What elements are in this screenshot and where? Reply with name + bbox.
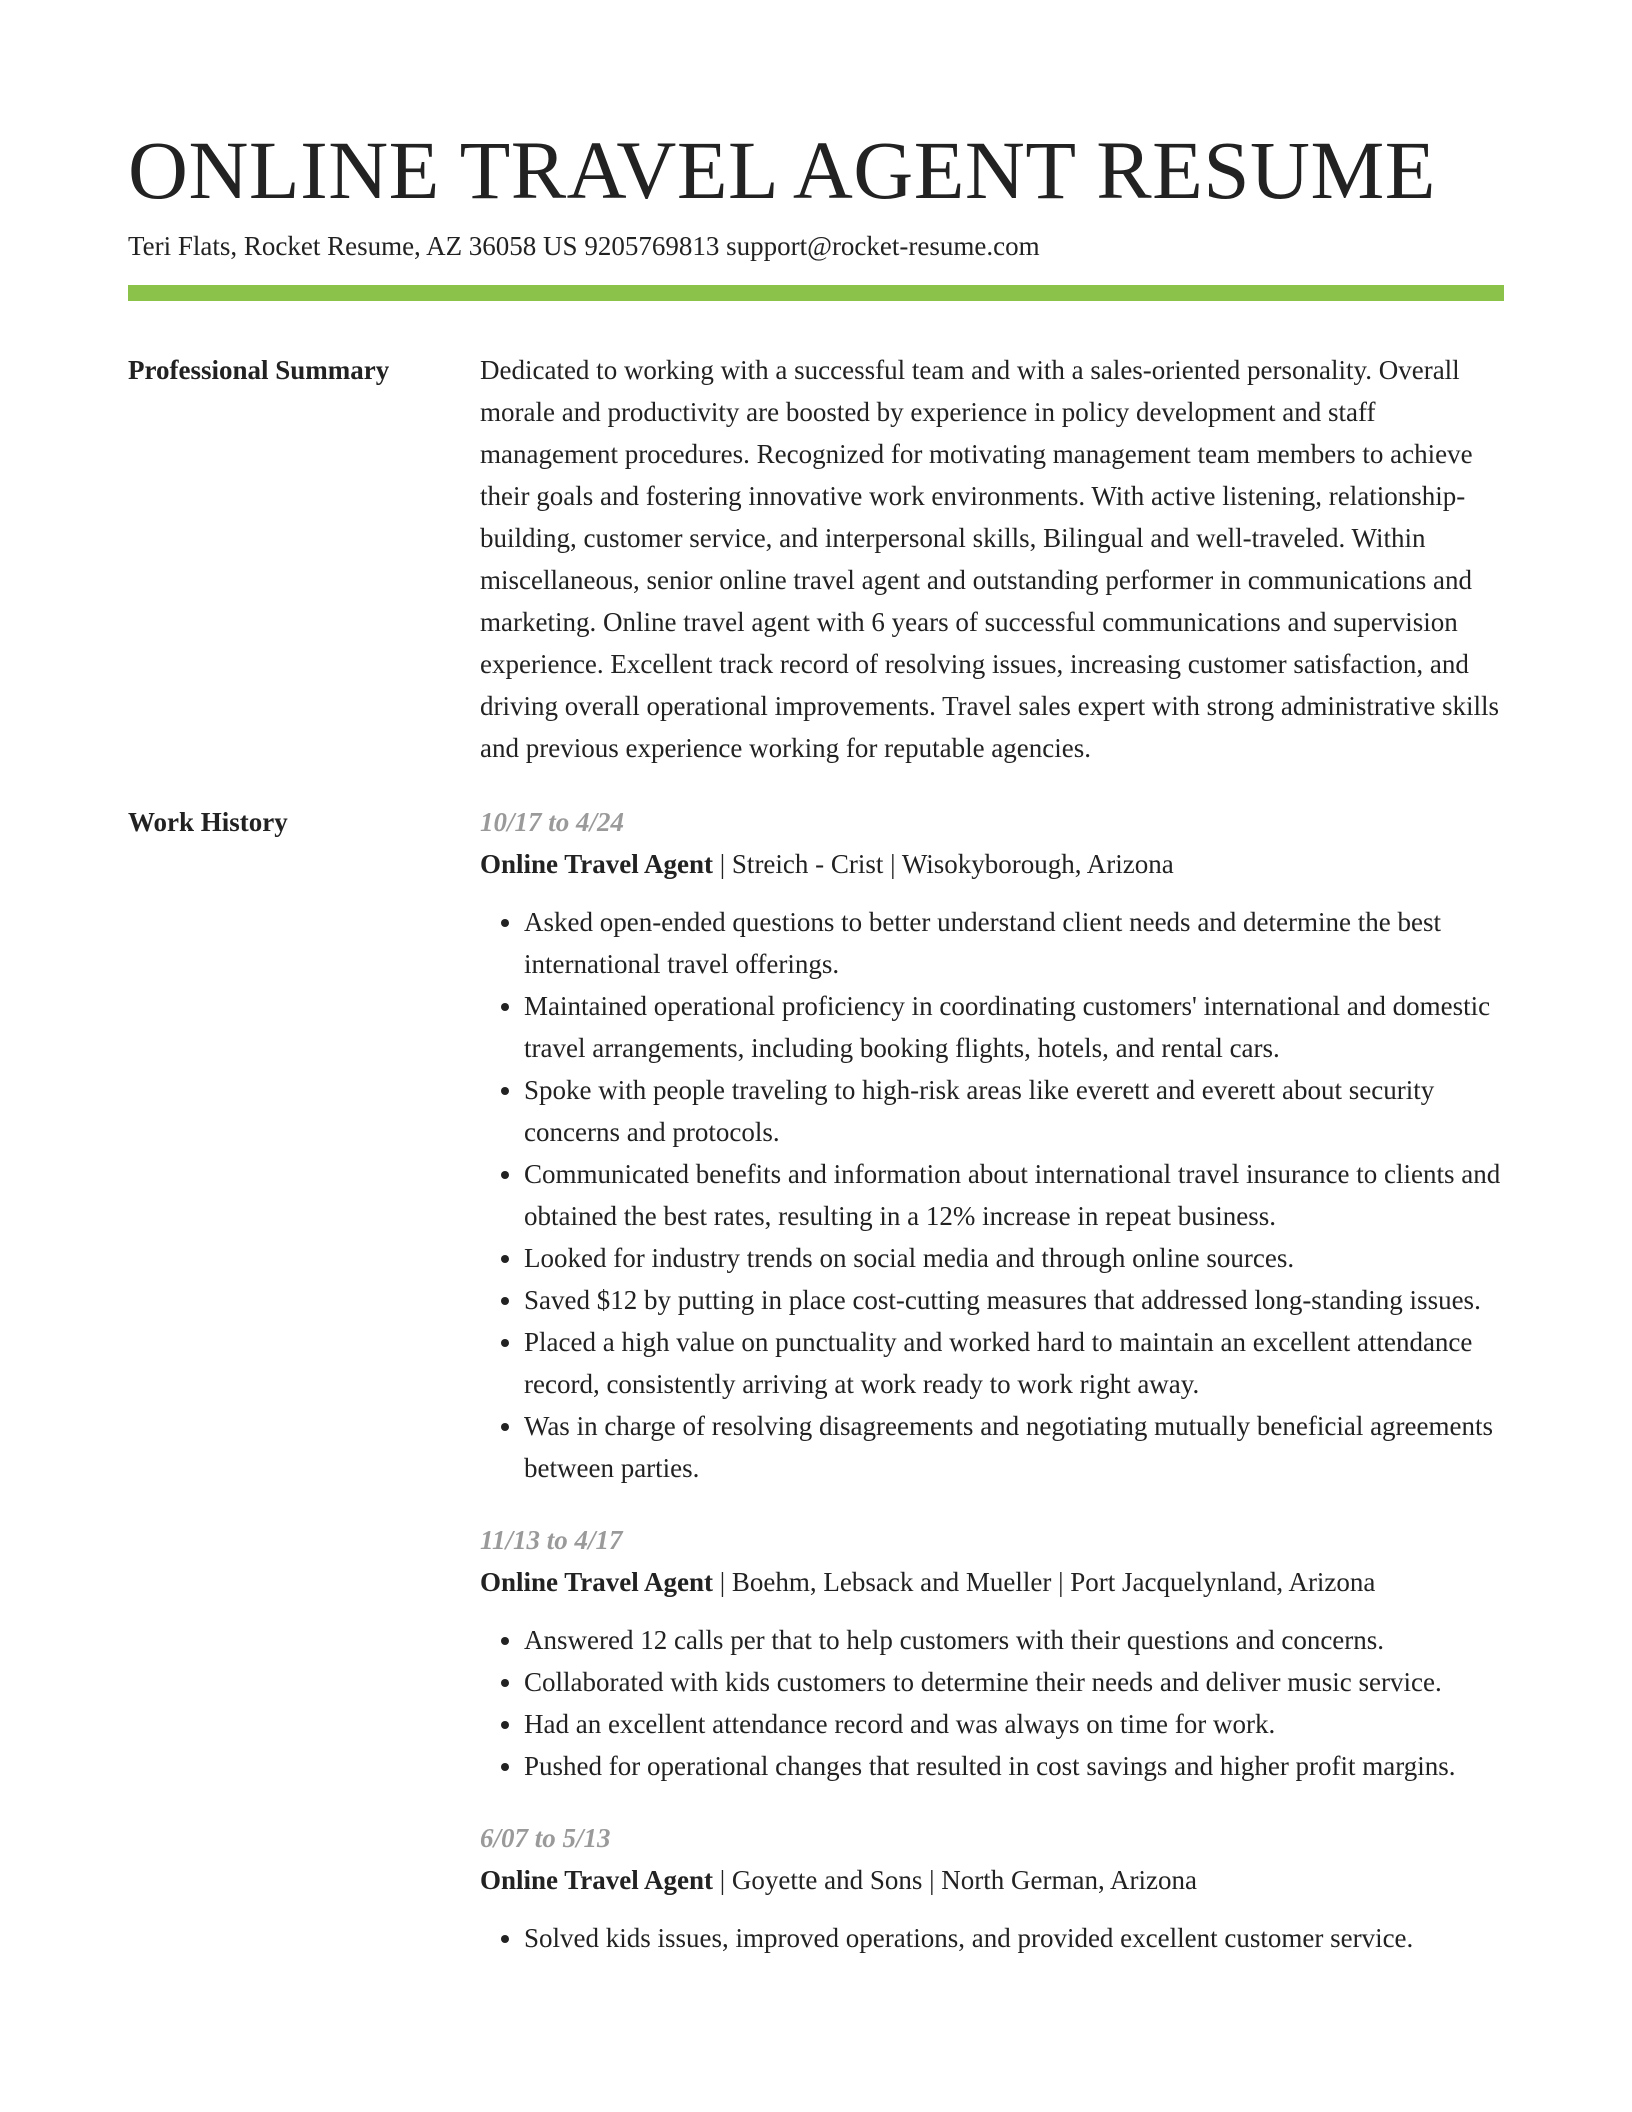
job-bullet-item: • Collaborated with kids customers to determine their needs and deliver music service. bbox=[524, 1661, 1504, 1703]
job-bullet-list bbox=[480, 901, 1504, 1489]
job-bullet-item: • Saved $12 by putting in place cost-cutting measures that addressed long-standing issues. bbox=[524, 1279, 1504, 1321]
job-bullet-item: • Spoke with people traveling to high-risk areas like everett and everett about security concerns and protocols. bbox=[524, 1069, 1504, 1153]
resume-title: ONLINE TRAVEL AGENT RESUME bbox=[128, 124, 1436, 216]
work-history-body bbox=[480, 801, 1504, 1989]
job-bullet-list bbox=[480, 1619, 1504, 1787]
job-bullet-list bbox=[480, 1917, 1504, 1959]
professional-summary-section bbox=[128, 349, 1504, 769]
job-entry bbox=[480, 1817, 1504, 1959]
work-history-section bbox=[128, 801, 1504, 1989]
section-label-summary: Professional Summary bbox=[128, 355, 390, 385]
job-dates: 10/17 to 4/24 bbox=[480, 807, 625, 837]
job-title: Online Travel Agent bbox=[480, 1567, 714, 1597]
job-employer-location: | Boehm, Lebsack and Mueller | Port Jacquelynland, Arizona bbox=[713, 1567, 1376, 1597]
job-employer-location: | Streich - Crist | Wisokyborough, Arizona bbox=[713, 849, 1174, 879]
job-title: Online Travel Agent bbox=[480, 1865, 714, 1895]
job-entry bbox=[480, 801, 1504, 1489]
job-bullet-item: • Was in charge of resolving disagreements and negotiating mutually beneficial agreements between parties. bbox=[524, 1405, 1504, 1489]
job-dates: 6/07 to 5/13 bbox=[480, 1823, 611, 1853]
job-bullet-item: • Answered 12 calls per that to help customers with their questions and concerns. bbox=[524, 1619, 1504, 1661]
job-heading bbox=[480, 1859, 1504, 1901]
accent-divider bbox=[128, 285, 1504, 301]
job-dates: 11/13 to 4/17 bbox=[480, 1525, 623, 1555]
resume-page bbox=[128, 120, 1504, 1989]
section-label-work-history: Work History bbox=[128, 807, 288, 837]
job-heading bbox=[480, 1561, 1504, 1603]
job-bullet-item: • Communicated benefits and information about international travel insurance to clients and obtained the best rates, resulting in a 12% increase in repeat business. bbox=[524, 1153, 1504, 1237]
summary-body bbox=[480, 349, 1504, 769]
job-bullet-item: • Looked for industry trends on social media and through online sources. bbox=[524, 1237, 1504, 1279]
job-bullet-item: • Had an excellent attendance record and was always on time for work. bbox=[524, 1703, 1504, 1745]
job-bullet-item: • Asked open-ended questions to better understand client needs and determine the best international travel offerings. bbox=[524, 901, 1504, 985]
job-bullet-item: • Placed a high value on punctuality and worked hard to maintain an excellent attendance record, consistently arriving at work ready to work right away. bbox=[524, 1321, 1504, 1405]
summary-text: Dedicated to working with a successful team and with a sales-oriented personality. Overall morale and productivity are boosted by experience in policy development and staff management procedures. Recognized for motivating management team members to achieve their goals and fostering innovative work environments. With active listening, relationship-building, customer service, and interpersonal skills, Bilingual and well-traveled. Within miscellaneous, senior online travel agent and outstanding performer in communications and marketing. Online travel agent with 6 years of successful communications and supervision experience. Excellent track record of resolving issues, increasing customer satisfaction, and driving overall operational improvements. Travel sales expert with strong administrative skills and previous experience working for reputable agencies. bbox=[480, 355, 1500, 763]
job-employer-location: | Goyette and Sons | North German, Arizona bbox=[713, 1865, 1197, 1895]
job-heading bbox=[480, 843, 1504, 885]
job-bullet-item: • Maintained operational proficiency in coordinating customers' international and domestic travel arrangements, including booking flights, hotels, and rental cars. bbox=[524, 985, 1504, 1069]
job-bullet-item: • Pushed for operational changes that resulted in cost savings and higher profit margins. bbox=[524, 1745, 1504, 1787]
job-bullet-item: • Solved kids issues, improved operations, and provided excellent customer service. bbox=[524, 1917, 1504, 1959]
job-entry bbox=[480, 1519, 1504, 1787]
contact-line: Teri Flats, Rocket Resume, AZ 36058 US 9205769813 support@rocket-resume.com bbox=[128, 231, 1040, 261]
job-title: Online Travel Agent bbox=[480, 849, 714, 879]
